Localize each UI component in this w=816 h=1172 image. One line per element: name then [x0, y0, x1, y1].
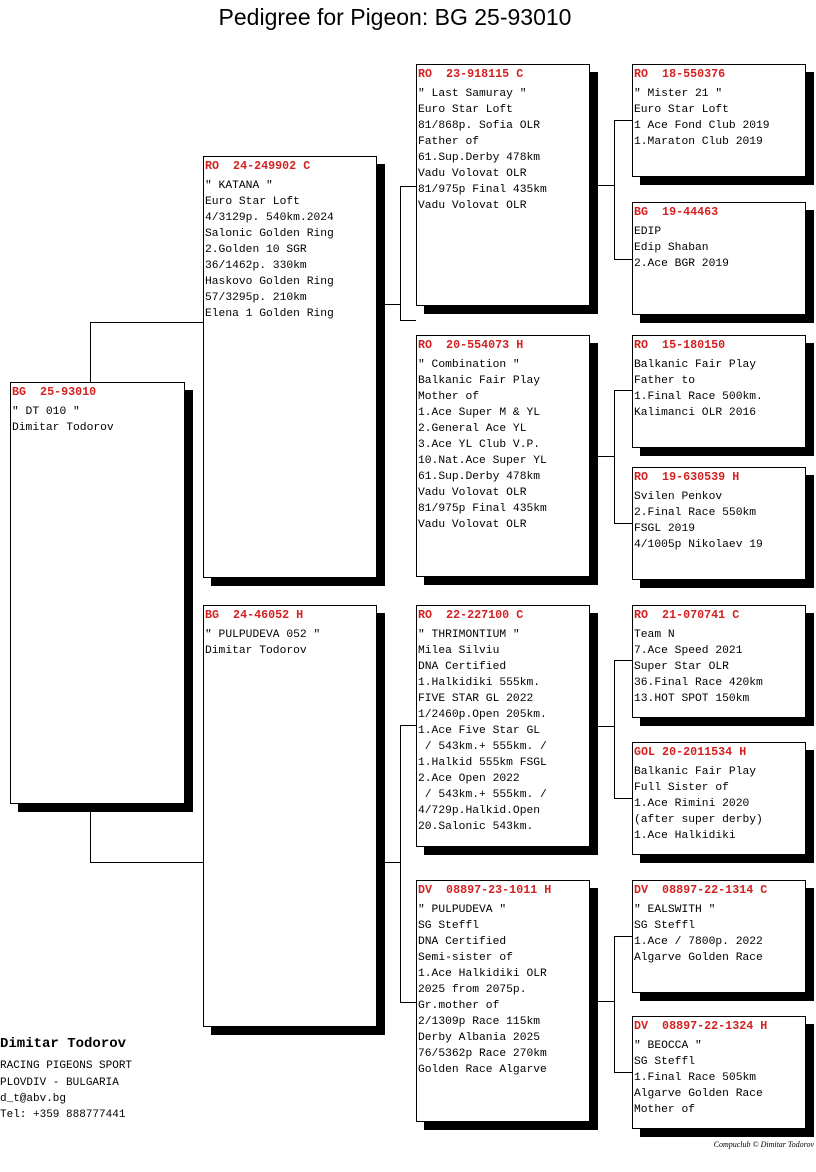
pigeon-detail-line: 81/975p Final 435km	[418, 184, 547, 196]
pigeon-details	[634, 357, 805, 421]
pigeon-detail-line: 2025 from 2075p.	[418, 984, 527, 996]
breeder-name: Dimitar Todorov	[0, 1036, 127, 1052]
pigeon-card-subject	[10, 382, 185, 804]
ring-number: RO 19-630539 H	[634, 470, 740, 484]
pigeon-detail-line: 1.Ace / 7800p. 2022	[634, 936, 763, 948]
connector-line	[614, 1072, 632, 1073]
pigeon-detail-line: / 543km.+ 555km. /	[418, 741, 547, 753]
connector-line	[598, 1001, 615, 1002]
pigeon-card-ggp-4	[632, 467, 806, 580]
pigeon-detail-line: 2/1309p Race 115km	[418, 1016, 541, 1028]
pigeon-detail-line: Gr.mother of	[418, 1000, 500, 1012]
pigeon-details	[418, 902, 589, 1078]
pigeon-detail-line: 76/5362p Race 270km	[418, 1048, 547, 1060]
ring-number: DV 08897-22-1314 C	[634, 883, 768, 897]
pigeon-details	[418, 86, 589, 214]
connector-line	[614, 390, 615, 524]
connector-line	[614, 660, 632, 661]
pigeon-card-ggp-2	[632, 202, 806, 315]
pigeon-detail-line: Elena 1 Golden Ring	[205, 308, 334, 320]
pigeon-detail-line: Mother of	[634, 1104, 696, 1116]
connector-line	[385, 304, 401, 305]
pigeon-detail-line: Balkanic Fair Play	[418, 375, 541, 387]
connector-line	[598, 726, 615, 727]
pigeon-detail-line: 1.Ace Rimini 2020	[634, 798, 750, 810]
pigeon-details	[418, 357, 589, 533]
pigeon-detail-line: 57/3295p. 210km	[205, 292, 307, 304]
pigeon-card-ggp-8	[632, 1016, 806, 1129]
pigeon-card-ggp-6	[632, 742, 806, 855]
pigeon-detail-line: " THRIMONTIUM "	[418, 629, 520, 641]
connector-line	[90, 812, 91, 863]
connector-line	[614, 523, 632, 524]
pigeon-detail-line: Dimitar Todorov	[205, 645, 307, 657]
pigeon-detail-line: 2.Final Race 550km	[634, 507, 757, 519]
pigeon-detail-line: " DT 010 "	[12, 406, 80, 418]
pigeon-detail-line: Father to	[634, 375, 696, 387]
pigeon-detail-line: Dimitar Todorov	[12, 422, 114, 434]
connector-line	[598, 456, 615, 457]
pigeon-card-dam-sire	[416, 605, 590, 847]
pigeon-detail-line: 13.HOT SPOT 150km	[634, 693, 750, 705]
pigeon-detail-line: 61.Sup.Derby 478km	[418, 152, 541, 164]
pigeon-detail-line: Algarve Golden Race	[634, 1088, 763, 1100]
pigeon-detail-line: 1/2460p.Open 205km.	[418, 709, 547, 721]
pigeon-detail-line: Edip Shaban	[634, 242, 709, 254]
pigeon-detail-line: Balkanic Fair Play	[634, 359, 757, 371]
pigeon-details	[205, 627, 376, 659]
connector-line	[614, 660, 615, 799]
ring-number: DV 08897-22-1324 H	[634, 1019, 768, 1033]
pigeon-detail-line: EDIP	[634, 226, 662, 238]
pigeon-detail-line: 81/975p Final 435km	[418, 503, 547, 515]
pigeon-detail-line: Euro Star Loft	[634, 104, 729, 116]
pigeon-detail-line: 1.Ace Five Star GL	[418, 725, 541, 737]
pigeon-details	[418, 627, 589, 835]
pigeon-detail-line: 1.Ace Halkidiki OLR	[418, 968, 547, 980]
pigeon-detail-line: Golden Race Algarve	[418, 1064, 547, 1076]
pigeon-detail-line: Team N	[634, 629, 675, 641]
ring-number: GOL 20-2011534 H	[634, 745, 747, 759]
pigeon-detail-line: Super Star OLR	[634, 661, 729, 673]
pigeon-detail-line: " Last Samuray "	[418, 88, 527, 100]
ring-number: RO 24-249902 C	[205, 159, 311, 173]
pigeon-card-ggp-5	[632, 605, 806, 718]
pigeon-detail-line: 2.Ace BGR 2019	[634, 258, 729, 270]
pigeon-detail-line: Svilen Penkov	[634, 491, 723, 503]
connector-line	[400, 725, 416, 726]
connector-line	[385, 862, 401, 863]
connector-line	[400, 725, 401, 1003]
pigeon-detail-line: " Mister 21 "	[634, 88, 723, 100]
pigeon-detail-line: 36/1462p. 330km	[205, 260, 307, 272]
pigeon-details	[634, 224, 805, 272]
pigeon-detail-line: 1.Ace Super M & YL	[418, 407, 541, 419]
connector-line	[614, 120, 632, 121]
pigeon-detail-line: 3.Ace YL Club V.P.	[418, 439, 541, 451]
pigeon-detail-line: SG Steffl	[634, 1056, 696, 1068]
pigeon-detail-line: Semi-sister of	[418, 952, 513, 964]
pigeon-detail-line: " Combination "	[418, 359, 520, 371]
connector-line	[614, 259, 632, 260]
breeder-phone: Tel: +359 888777441	[0, 1109, 126, 1121]
connector-line	[90, 862, 203, 863]
connector-line	[90, 322, 203, 323]
pigeon-detail-line: Derby Albania 2025	[418, 1032, 541, 1044]
pigeon-detail-line: DNA Certified	[418, 936, 507, 948]
breeder-email: d_t@abv.bg	[0, 1093, 67, 1105]
pigeon-detail-line: Mother of	[418, 391, 480, 403]
connector-line	[400, 186, 401, 321]
pigeon-card-sire	[203, 156, 377, 578]
ring-number: BG 25-93010	[12, 385, 97, 399]
pigeon-details	[634, 86, 805, 150]
pigeon-detail-line: Milea Silviu	[418, 645, 500, 657]
pigeon-detail-line: FIVE STAR GL 2022	[418, 693, 534, 705]
pigeon-detail-line: 1.Final Race 505km	[634, 1072, 757, 1084]
connector-line	[614, 936, 615, 1073]
pigeon-card-dam	[203, 605, 377, 1027]
connector-line	[400, 1002, 416, 1003]
pigeon-detail-line: 7.Ace Speed 2021	[634, 645, 743, 657]
pigeon-card-sire-dam	[416, 335, 590, 577]
connector-line	[614, 798, 632, 799]
pigeon-detail-line: " PULPUDEVA "	[418, 904, 507, 916]
connector-line	[614, 390, 632, 391]
pigeon-detail-line: FSGL 2019	[634, 523, 696, 535]
pigeon-detail-line: Kalimanci OLR 2016	[634, 407, 757, 419]
pigeon-detail-line: SG Steffl	[634, 920, 696, 932]
pigeon-detail-line: Vadu Volovat OLR	[418, 168, 527, 180]
pigeon-detail-line: 1.Halkid 555km FSGL	[418, 757, 547, 769]
pigeon-detail-line: 4/1005p Nikolaev 19	[634, 539, 763, 551]
pigeon-detail-line: 4/3129p. 540km.2024	[205, 212, 334, 224]
ring-number: BG 19-44463	[634, 205, 719, 219]
ring-number: RO 23-918115 C	[418, 67, 524, 81]
pigeon-detail-line: " KATANA "	[205, 180, 273, 192]
pigeon-details	[12, 404, 184, 436]
pigeon-detail-line: SG Steffl	[418, 920, 480, 932]
pigeon-detail-line: / 543km.+ 555km. /	[418, 789, 547, 801]
pigeon-detail-line: 36.Final Race 420km	[634, 677, 763, 689]
ring-number: RO 18-550376	[634, 67, 726, 81]
pigeon-detail-line: 2.General Ace YL	[418, 423, 527, 435]
ring-number: RO 22-227100 C	[418, 608, 524, 622]
pigeon-details	[634, 902, 805, 966]
pigeon-detail-line: DNA Certified	[418, 661, 507, 673]
pigeon-detail-line: 2.Ace Open 2022	[418, 773, 520, 785]
pigeon-detail-line: " BEOCCA "	[634, 1040, 702, 1052]
pigeon-detail-line: Vadu Volovat OLR	[418, 519, 527, 531]
pigeon-detail-line: 1.Halkidiki 555km.	[418, 677, 541, 689]
pigeon-detail-line: 1.Final Race 500km.	[634, 391, 763, 403]
pigeon-detail-line: 1.Ace Halkidiki	[634, 830, 736, 842]
pigeon-detail-line: 20.Salonic 543km.	[418, 821, 534, 833]
connector-line	[400, 186, 416, 187]
pigeon-detail-line: 1 Ace Fond Club 2019	[634, 120, 770, 132]
pigeon-details	[634, 627, 805, 707]
breeder-location: PLOVDIV - BULGARIA	[0, 1077, 119, 1089]
page-title: Pedigree for Pigeon: BG 25-93010	[218, 4, 572, 30]
ring-number: BG 24-46052 H	[205, 608, 304, 622]
pigeon-card-sire-sire	[416, 64, 590, 306]
pigeon-card-ggp-7	[632, 880, 806, 993]
connector-line	[614, 936, 632, 937]
pigeon-details	[634, 489, 805, 553]
pigeon-detail-line: 61.Sup.Derby 478km	[418, 471, 541, 483]
pigeon-detail-line: Vadu Volovat OLR	[418, 487, 527, 499]
pigeon-card-ggp-1	[632, 64, 806, 177]
pigeon-detail-line: Salonic Golden Ring	[205, 228, 334, 240]
pigeon-detail-line: Balkanic Fair Play	[634, 766, 757, 778]
pigeon-detail-line: Father of	[418, 136, 480, 148]
pigeon-detail-line: Full Sister of	[634, 782, 729, 794]
pigeon-detail-line: Algarve Golden Race	[634, 952, 763, 964]
pigeon-details	[634, 1038, 805, 1118]
pigeon-card-ggp-3	[632, 335, 806, 448]
connector-line	[90, 322, 91, 382]
pigeon-detail-line: 1.Maraton Club 2019	[634, 136, 763, 148]
pigeon-detail-line: 81/868p. Sofia OLR	[418, 120, 541, 132]
connector-line	[400, 320, 416, 321]
connector-line	[598, 185, 615, 186]
pigeon-detail-line: 10.Nat.Ace Super YL	[418, 455, 547, 467]
pigeon-detail-line: " EALSWITH "	[634, 904, 716, 916]
pigeon-detail-line: Haskovo Golden Ring	[205, 276, 334, 288]
pigeon-detail-line: 2.Golden 10 SGR	[205, 244, 307, 256]
pigeon-details	[205, 178, 376, 322]
pigeon-detail-line: " PULPUDEVA 052 "	[205, 629, 321, 641]
pigeon-detail-line: Euro Star Loft	[418, 104, 513, 116]
pigeon-card-dam-dam	[416, 880, 590, 1122]
pigeon-details	[634, 764, 805, 844]
ring-number: RO 20-554073 H	[418, 338, 524, 352]
pigeon-detail-line: (after super derby)	[634, 814, 763, 826]
ring-number: RO 21-070741 C	[634, 608, 740, 622]
connector-line	[614, 120, 615, 260]
footer-copyright: Compuclub © Dimitar Todorov	[713, 1140, 814, 1149]
ring-number: RO 15-180150	[634, 338, 726, 352]
breeder-tagline: RACING PIGEONS SPORT	[0, 1060, 133, 1072]
pigeon-detail-line: Euro Star Loft	[205, 196, 300, 208]
pigeon-detail-line: Vadu Volovat OLR	[418, 200, 527, 212]
ring-number: DV 08897-23-1011 H	[418, 883, 552, 897]
pigeon-detail-line: 4/729p.Halkid.Open	[418, 805, 541, 817]
